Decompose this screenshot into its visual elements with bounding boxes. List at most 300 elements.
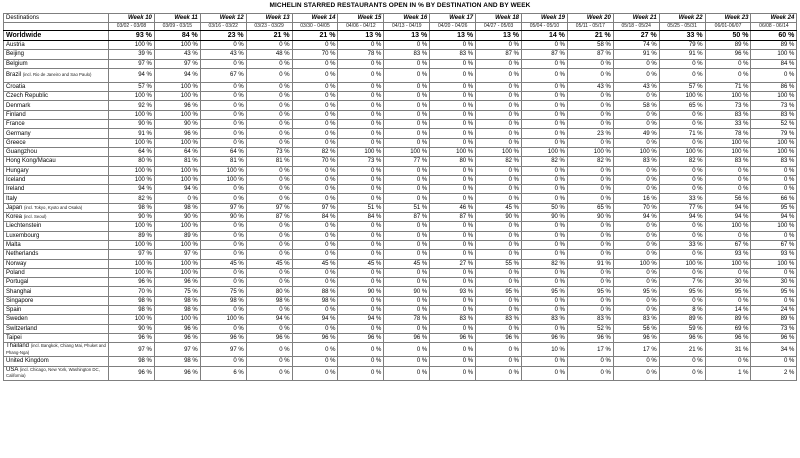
destination-cell xyxy=(4,222,109,231)
percent-cell: 21 % xyxy=(659,343,705,357)
percent-cell: 21 % xyxy=(567,31,613,41)
percent-cell: 94 % xyxy=(246,315,292,324)
percent-cell: 0 % xyxy=(613,138,659,147)
percent-cell: 0 % xyxy=(705,231,751,240)
percent-cell: 93 % xyxy=(751,250,797,259)
percent-cell: 0 % xyxy=(567,222,613,231)
percent-cell: 89 % xyxy=(659,315,705,324)
percent-cell: 0 % xyxy=(338,366,384,380)
percent-cell: 0 % xyxy=(292,59,338,68)
percent-cell: 83 % xyxy=(613,315,659,324)
table-row xyxy=(4,231,797,240)
percent-cell: 0 % xyxy=(430,185,476,194)
table-row xyxy=(4,250,797,259)
percent-cell: 0 % xyxy=(384,138,430,147)
percent-cell: 0 % xyxy=(430,59,476,68)
percent-cell: 98 % xyxy=(246,296,292,305)
percent-cell: 0 % xyxy=(613,357,659,366)
percent-cell: 0 % xyxy=(476,268,522,277)
percent-cell: 67 % xyxy=(705,240,751,249)
percent-cell: 0 % xyxy=(338,68,384,82)
percent-cell: 100 % xyxy=(705,222,751,231)
percent-cell: 57 % xyxy=(659,82,705,91)
percent-cell: 0 % xyxy=(384,357,430,366)
destination-cell xyxy=(4,240,109,249)
percent-cell: 0 % xyxy=(613,240,659,249)
destination-cell xyxy=(4,343,109,357)
destination-cell xyxy=(4,120,109,129)
percent-cell: 0 % xyxy=(200,120,246,129)
percent-cell: 64 % xyxy=(200,147,246,156)
percent-cell: 0 % xyxy=(522,129,568,138)
percent-cell: 0 % xyxy=(246,185,292,194)
percent-cell: 69 % xyxy=(705,324,751,333)
percent-cell: 90 % xyxy=(109,213,155,222)
percent-cell: 83 % xyxy=(613,157,659,166)
percent-cell: 30 % xyxy=(751,278,797,287)
destination-name: Portugal xyxy=(6,279,29,286)
percent-cell: 16 % xyxy=(613,194,659,203)
percent-cell: 0 % xyxy=(384,343,430,357)
percent-cell: 0 % xyxy=(751,268,797,277)
table-row xyxy=(4,366,797,380)
destination-cell xyxy=(4,138,109,147)
destination-name: Hungary xyxy=(6,167,29,174)
percent-cell: 0 % xyxy=(613,306,659,315)
destination-cell xyxy=(4,166,109,175)
destination-note: (incl. Chicago, New York, Washington DC, California) xyxy=(6,366,100,378)
destination-name: Malta xyxy=(6,242,21,249)
percent-cell: 0 % xyxy=(751,68,797,82)
table-row xyxy=(4,110,797,119)
destination-name: Austria xyxy=(6,42,25,49)
percent-cell: 94 % xyxy=(705,203,751,212)
percent-cell: 0 % xyxy=(613,231,659,240)
table-row xyxy=(4,203,797,212)
percent-cell: 90 % xyxy=(522,213,568,222)
percent-cell: 100 % xyxy=(154,315,200,324)
percent-cell: 0 % xyxy=(384,82,430,91)
percent-cell: 0 % xyxy=(384,306,430,315)
percent-cell: 0 % xyxy=(338,129,384,138)
percent-cell: 0 % xyxy=(522,120,568,129)
percent-cell: 100 % xyxy=(567,147,613,156)
percent-cell: 90 % xyxy=(567,213,613,222)
percent-cell: 0 % xyxy=(338,138,384,147)
percent-cell: 0 % xyxy=(384,68,430,82)
percent-cell: 0 % xyxy=(567,92,613,101)
percent-cell: 89 % xyxy=(109,231,155,240)
week-range: 03/09 - 03/15 xyxy=(154,23,200,31)
percent-cell: 0 % xyxy=(476,92,522,101)
percent-cell: 0 % xyxy=(567,101,613,110)
percent-cell: 0 % xyxy=(659,68,705,82)
percent-cell: 73 % xyxy=(751,101,797,110)
percent-cell: 94 % xyxy=(705,213,751,222)
percent-cell: 64 % xyxy=(109,147,155,156)
percent-cell: 0 % xyxy=(200,306,246,315)
destination-cell xyxy=(4,296,109,305)
percent-cell: 0 % xyxy=(522,82,568,91)
date-range-spacer xyxy=(4,23,109,31)
percent-cell: 0 % xyxy=(430,129,476,138)
percent-cell: 0 % xyxy=(292,240,338,249)
percent-cell: 98 % xyxy=(109,306,155,315)
percent-cell: 0 % xyxy=(567,231,613,240)
percent-cell: 0 % xyxy=(522,278,568,287)
week-header: Week 19 xyxy=(522,14,568,23)
week-range: 03/23 - 03/29 xyxy=(246,23,292,31)
percent-cell: 97 % xyxy=(200,343,246,357)
percent-cell: 0 % xyxy=(522,240,568,249)
percent-cell: 96 % xyxy=(154,278,200,287)
percent-cell: 73 % xyxy=(751,324,797,333)
percent-cell: 0 % xyxy=(476,324,522,333)
destination-cell xyxy=(4,366,109,380)
table-row xyxy=(4,147,797,156)
percent-cell: 0 % xyxy=(338,41,384,50)
percent-cell: 90 % xyxy=(384,287,430,296)
destination-cell xyxy=(4,129,109,138)
percent-cell: 0 % xyxy=(659,175,705,184)
percent-cell: 0 % xyxy=(292,92,338,101)
percent-cell: 65 % xyxy=(659,101,705,110)
table-row xyxy=(4,59,797,68)
percent-cell: 13 % xyxy=(338,31,384,41)
percent-cell: 96 % xyxy=(384,333,430,342)
percent-cell: 6 % xyxy=(200,366,246,380)
percent-cell: 95 % xyxy=(751,287,797,296)
percent-cell: 0 % xyxy=(384,231,430,240)
percent-cell: 88 % xyxy=(292,287,338,296)
percent-cell: 71 % xyxy=(705,82,751,91)
percent-cell: 100 % xyxy=(109,92,155,101)
percent-cell: 0 % xyxy=(384,41,430,50)
percent-cell: 0 % xyxy=(476,175,522,184)
percent-cell: 0 % xyxy=(246,41,292,50)
percent-cell: 0 % xyxy=(384,296,430,305)
destination-cell xyxy=(4,194,109,203)
destination-cell xyxy=(4,357,109,366)
percent-cell: 93 % xyxy=(705,250,751,259)
percent-cell: 95 % xyxy=(705,287,751,296)
week-header: Week 23 xyxy=(705,14,751,23)
destination-cell xyxy=(4,185,109,194)
percent-cell: 73 % xyxy=(338,157,384,166)
percent-cell: 0 % xyxy=(613,68,659,82)
percent-cell: 0 % xyxy=(430,120,476,129)
percent-cell: 98 % xyxy=(109,357,155,366)
percent-cell: 100 % xyxy=(430,147,476,156)
percent-cell: 98 % xyxy=(109,203,155,212)
destination-cell xyxy=(4,287,109,296)
percent-cell: 52 % xyxy=(567,324,613,333)
percent-cell: 0 % xyxy=(522,324,568,333)
destination-cell xyxy=(4,259,109,268)
percent-cell: 0 % xyxy=(384,59,430,68)
percent-cell: 0 % xyxy=(292,41,338,50)
percent-cell: 0 % xyxy=(567,268,613,277)
percent-cell: 96 % xyxy=(154,324,200,333)
percent-cell: 0 % xyxy=(476,110,522,119)
destination-cell xyxy=(4,50,109,59)
percent-cell: 0 % xyxy=(567,185,613,194)
percent-cell: 83 % xyxy=(567,315,613,324)
percent-cell: 83 % xyxy=(522,315,568,324)
percent-cell: 0 % xyxy=(430,110,476,119)
percent-cell: 100 % xyxy=(751,92,797,101)
percent-cell: 0 % xyxy=(522,175,568,184)
percent-cell: 23 % xyxy=(567,129,613,138)
percent-cell: 0 % xyxy=(476,166,522,175)
destination-name: Sweden xyxy=(6,316,28,323)
destination-name: Spain xyxy=(6,307,22,314)
percent-cell: 95 % xyxy=(476,287,522,296)
percent-cell: 0 % xyxy=(384,92,430,101)
percent-cell: 0 % xyxy=(292,175,338,184)
percent-cell: 89 % xyxy=(751,41,797,50)
percent-cell: 82 % xyxy=(476,157,522,166)
percent-cell: 86 % xyxy=(751,82,797,91)
percent-cell: 0 % xyxy=(659,268,705,277)
percent-cell: 96 % xyxy=(154,129,200,138)
percent-cell: 0 % xyxy=(384,222,430,231)
percent-cell: 0 % xyxy=(751,296,797,305)
week-header: Week 20 xyxy=(567,14,613,23)
destination-cell xyxy=(4,157,109,166)
percent-cell: 0 % xyxy=(292,194,338,203)
percent-cell: 0 % xyxy=(522,92,568,101)
percent-cell: 0 % xyxy=(246,166,292,175)
percent-cell: 96 % xyxy=(567,333,613,342)
percent-cell: 0 % xyxy=(659,357,705,366)
percent-cell: 78 % xyxy=(338,50,384,59)
percent-cell: 87 % xyxy=(246,213,292,222)
destination-cell xyxy=(4,333,109,342)
percent-cell: 0 % xyxy=(705,175,751,184)
percent-cell: 79 % xyxy=(659,41,705,50)
destination-cell xyxy=(4,82,109,91)
percent-cell: 0 % xyxy=(384,250,430,259)
percent-cell: 0 % xyxy=(659,110,705,119)
percent-cell: 100 % xyxy=(200,166,246,175)
percent-cell: 66 % xyxy=(751,194,797,203)
percent-cell: 97 % xyxy=(154,59,200,68)
table-row xyxy=(4,120,797,129)
week-range: 03/30 - 04/05 xyxy=(292,23,338,31)
percent-cell: 0 % xyxy=(613,185,659,194)
percent-cell: 0 % xyxy=(430,250,476,259)
percent-cell: 0 % xyxy=(430,101,476,110)
table-row xyxy=(4,50,797,59)
table-row xyxy=(4,194,797,203)
percent-cell: 0 % xyxy=(246,324,292,333)
percent-cell: 0 % xyxy=(246,240,292,249)
percent-cell: 87 % xyxy=(384,213,430,222)
percent-cell: 0 % xyxy=(338,240,384,249)
percent-cell: 0 % xyxy=(292,120,338,129)
percent-cell: 67 % xyxy=(200,68,246,82)
percent-cell: 0 % xyxy=(476,138,522,147)
percent-cell: 0 % xyxy=(476,296,522,305)
percent-cell: 0 % xyxy=(200,222,246,231)
percent-cell: 45 % xyxy=(476,203,522,212)
percent-cell: 0 % xyxy=(430,343,476,357)
percent-cell: 0 % xyxy=(200,138,246,147)
percent-cell: 87 % xyxy=(476,50,522,59)
percent-cell: 96 % xyxy=(109,278,155,287)
percent-cell: 51 % xyxy=(338,203,384,212)
percent-cell: 0 % xyxy=(522,357,568,366)
destination-cell xyxy=(4,250,109,259)
percent-cell: 0 % xyxy=(567,296,613,305)
percent-cell: 7 % xyxy=(659,278,705,287)
week-header: Week 16 xyxy=(384,14,430,23)
percent-cell: 84 % xyxy=(751,59,797,68)
percent-cell: 0 % xyxy=(476,101,522,110)
table-row xyxy=(4,68,797,82)
percent-cell: 0 % xyxy=(522,296,568,305)
percent-cell: 100 % xyxy=(109,166,155,175)
percent-cell: 90 % xyxy=(109,324,155,333)
percent-cell: 0 % xyxy=(338,231,384,240)
percent-cell: 0 % xyxy=(384,129,430,138)
table-row xyxy=(4,287,797,296)
destination-name: Croatia xyxy=(6,84,26,91)
percent-cell: 100 % xyxy=(751,50,797,59)
percent-cell: 94 % xyxy=(751,213,797,222)
percent-cell: 75 % xyxy=(154,287,200,296)
percent-cell: 83 % xyxy=(430,315,476,324)
percent-cell: 0 % xyxy=(384,278,430,287)
percent-cell: 0 % xyxy=(567,250,613,259)
destination-name: Italy xyxy=(6,195,18,202)
percent-cell: 100 % xyxy=(109,240,155,249)
percent-cell: 13 % xyxy=(384,31,430,41)
percent-cell: 89 % xyxy=(751,315,797,324)
percent-cell: 0 % xyxy=(705,68,751,82)
percent-cell: 94 % xyxy=(613,213,659,222)
destination-name: Finland xyxy=(6,111,26,118)
destination-name: Liechtenstein xyxy=(6,223,42,230)
percent-cell: 0 % xyxy=(705,357,751,366)
percent-cell: 87 % xyxy=(430,213,476,222)
percent-cell: 31 % xyxy=(705,343,751,357)
percent-cell: 100 % xyxy=(659,147,705,156)
percent-cell: 83 % xyxy=(384,50,430,59)
percent-cell: 80 % xyxy=(430,157,476,166)
percent-cell: 0 % xyxy=(200,110,246,119)
percent-cell: 0 % xyxy=(476,250,522,259)
destinations-header: Destinations xyxy=(4,14,109,23)
percent-cell: 0 % xyxy=(659,231,705,240)
percent-cell: 0 % xyxy=(246,92,292,101)
percent-cell: 0 % xyxy=(751,175,797,184)
percent-cell: 70 % xyxy=(109,287,155,296)
percent-cell: 43 % xyxy=(613,82,659,91)
percent-cell: 71 % xyxy=(659,129,705,138)
percent-cell: 0 % xyxy=(200,357,246,366)
week-header: Week 15 xyxy=(338,14,384,23)
week-range: 05/18 - 05/24 xyxy=(613,23,659,31)
percent-cell: 100 % xyxy=(154,41,200,50)
percent-cell: 100 % xyxy=(659,92,705,101)
percent-cell: 0 % xyxy=(659,120,705,129)
percent-cell: 0 % xyxy=(567,120,613,129)
percent-cell: 21 % xyxy=(246,31,292,41)
percent-cell: 77 % xyxy=(659,203,705,212)
percent-cell: 96 % xyxy=(154,101,200,110)
percent-cell: 100 % xyxy=(522,147,568,156)
week-range: 03/16 - 03/22 xyxy=(200,23,246,31)
percent-cell: 0 % xyxy=(522,222,568,231)
percent-cell: 0 % xyxy=(292,231,338,240)
destination-cell xyxy=(4,268,109,277)
percent-cell: 45 % xyxy=(246,259,292,268)
percent-cell: 0 % xyxy=(384,268,430,277)
table-row xyxy=(4,138,797,147)
percent-cell: 100 % xyxy=(154,166,200,175)
percent-cell: 0 % xyxy=(430,268,476,277)
percent-cell: 100 % xyxy=(109,175,155,184)
table-row xyxy=(4,343,797,357)
percent-cell: 0 % xyxy=(567,138,613,147)
percent-cell: 0 % xyxy=(567,278,613,287)
percent-cell: 0 % xyxy=(613,92,659,101)
destination-cell xyxy=(4,306,109,315)
destination-cell xyxy=(4,231,109,240)
percent-cell: 98 % xyxy=(292,296,338,305)
percent-cell: 94 % xyxy=(109,185,155,194)
percent-cell: 96 % xyxy=(430,333,476,342)
percent-cell: 0 % xyxy=(246,129,292,138)
percent-cell: 84 % xyxy=(154,31,200,41)
destination-name: Switzerland xyxy=(6,325,38,332)
percent-cell: 0 % xyxy=(567,357,613,366)
percent-cell: 0 % xyxy=(338,185,384,194)
percent-cell: 0 % xyxy=(522,306,568,315)
percent-cell: 10 % xyxy=(522,343,568,357)
percent-cell: 0 % xyxy=(476,343,522,357)
percent-cell: 0 % xyxy=(430,92,476,101)
percent-cell: 90 % xyxy=(154,120,200,129)
destination-cell xyxy=(4,324,109,333)
percent-cell: 100 % xyxy=(751,138,797,147)
percent-cell: 0 % xyxy=(292,185,338,194)
destination-name: Germany xyxy=(6,130,31,137)
percent-cell: 58 % xyxy=(613,101,659,110)
worldwide-row xyxy=(4,31,797,41)
destination-name: Guangzhou xyxy=(6,149,38,156)
percent-cell: 0 % xyxy=(246,306,292,315)
week-range: 04/13 - 04/19 xyxy=(384,23,430,31)
percent-cell: 97 % xyxy=(154,343,200,357)
percent-cell: 56 % xyxy=(705,194,751,203)
percent-cell: 65 % xyxy=(567,203,613,212)
percent-cell: 0 % xyxy=(384,194,430,203)
destination-cell xyxy=(4,41,109,50)
percent-cell: 33 % xyxy=(659,240,705,249)
percent-cell: 0 % xyxy=(476,185,522,194)
percent-cell: 17 % xyxy=(613,343,659,357)
percent-cell: 82 % xyxy=(522,157,568,166)
percent-cell: 0 % xyxy=(522,110,568,119)
percent-cell: 0 % xyxy=(338,82,384,91)
percent-cell: 73 % xyxy=(705,101,751,110)
table-row xyxy=(4,259,797,268)
percent-cell: 0 % xyxy=(246,120,292,129)
percent-cell: 0 % xyxy=(200,41,246,50)
